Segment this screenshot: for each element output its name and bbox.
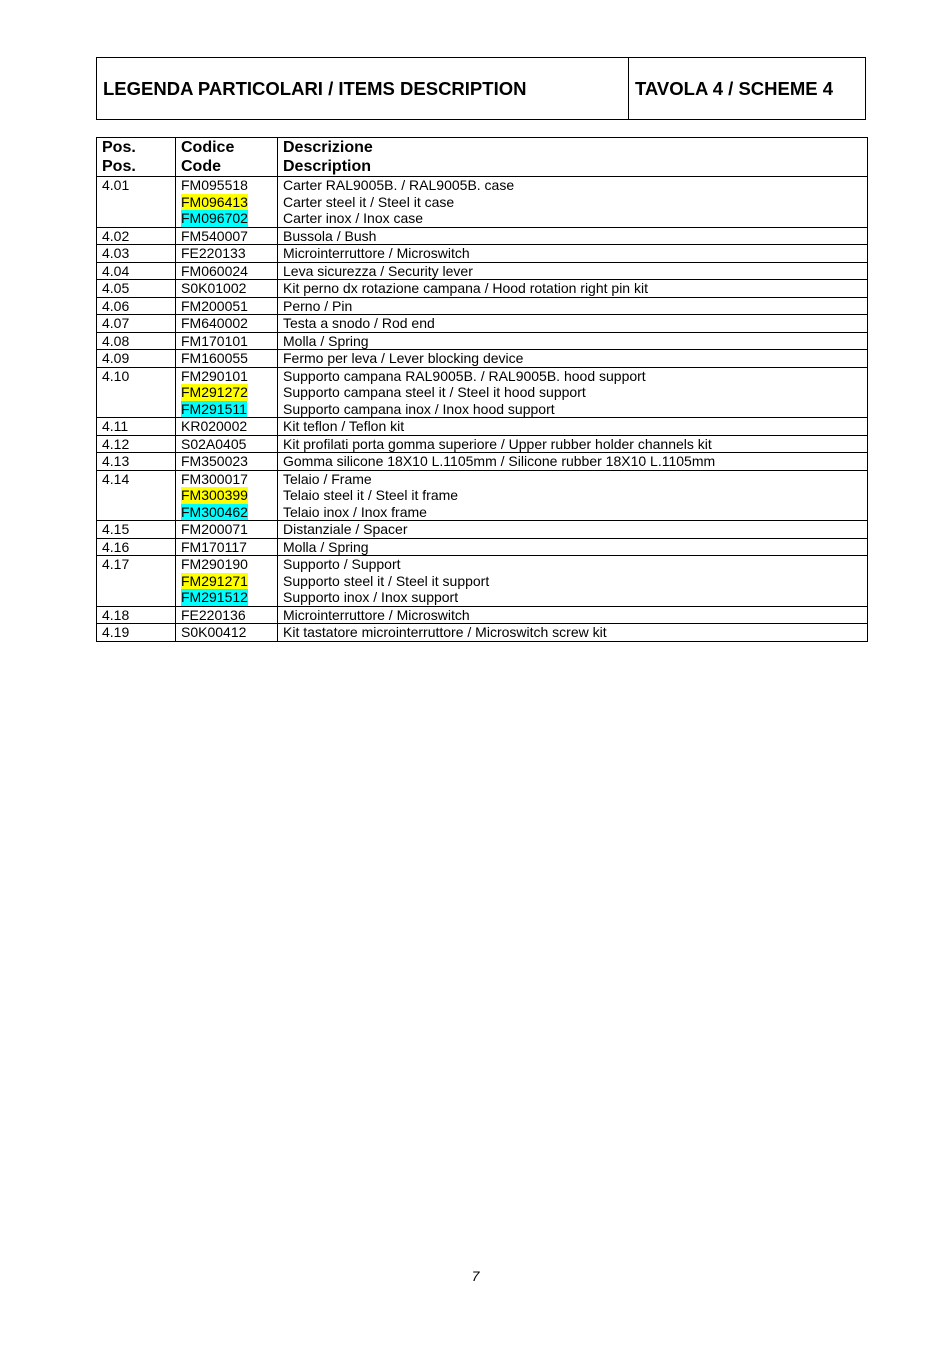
part-code: FM170117 <box>181 538 247 555</box>
code-cell <box>176 245 278 263</box>
part-code: FM300017 <box>181 470 248 487</box>
part-code-line <box>181 487 272 504</box>
code-cell <box>176 262 278 280</box>
part-description: Kit teflon / Teflon kit <box>283 418 405 434</box>
pos-cell: 4.07 <box>97 315 176 333</box>
pos-cell: 4.15 <box>97 521 176 539</box>
table-row <box>97 245 868 263</box>
table-row <box>97 453 868 471</box>
table-row <box>97 297 868 315</box>
code-cell <box>176 350 278 368</box>
part-code: FM640002 <box>181 315 248 331</box>
scheme-label: TAVOLA 4 / SCHEME 4 <box>635 77 834 99</box>
part-description: Perno / Pin <box>283 297 353 314</box>
code-cell <box>176 177 278 228</box>
description-cell <box>278 262 868 280</box>
table-row <box>97 521 868 539</box>
description-cell <box>278 606 868 624</box>
part-code-line <box>181 556 272 573</box>
table-row <box>97 280 868 298</box>
code-cell <box>176 297 278 315</box>
header-pos-it: Pos. <box>102 139 136 156</box>
part-code-line <box>181 521 272 538</box>
header-code-en: Code <box>181 158 221 175</box>
part-description: Telaio / Frame <box>283 470 372 487</box>
part-code-line <box>181 624 272 641</box>
part-code: FM291272 <box>181 384 248 400</box>
part-description: Supporto campana inox / Inox hood support <box>283 400 555 417</box>
part-code: FM096702 <box>181 210 248 226</box>
description-cell <box>278 315 868 333</box>
table-row <box>97 332 868 350</box>
pos-cell: 4.03 <box>97 245 176 263</box>
description-cell <box>278 227 868 245</box>
part-code-line <box>181 573 272 590</box>
code-cell <box>176 332 278 350</box>
part-code-line <box>181 194 272 211</box>
description-cell <box>278 367 868 418</box>
table-row <box>97 435 868 453</box>
part-code: FM291512 <box>181 589 248 605</box>
code-cell <box>176 470 278 521</box>
pos-cell: 4.17 <box>97 556 176 607</box>
description-cell <box>278 521 868 539</box>
part-description: Kit perno dx rotazione campana / Hood rotation right pin kit <box>283 280 648 296</box>
part-description: Molla / Spring <box>283 332 369 349</box>
part-code: FM200071 <box>181 521 248 537</box>
part-description: Kit profilati porta gomma superiore / Upper rubber holder channels kit <box>283 435 712 452</box>
part-code-line <box>181 280 272 297</box>
pos-cell: 4.01 <box>97 177 176 228</box>
header-desc-it: Descrizione <box>283 139 373 156</box>
part-code: FM200051 <box>181 297 248 314</box>
part-description: Distanziale / Spacer <box>283 521 408 537</box>
items-table-body <box>97 177 868 642</box>
part-code-line <box>181 315 272 332</box>
pos-cell: 4.12 <box>97 435 176 453</box>
code-cell <box>176 624 278 642</box>
code-cell <box>176 606 278 624</box>
pos-cell: 4.19 <box>97 624 176 642</box>
pos-cell: 4.02 <box>97 227 176 245</box>
part-description: Molla / Spring <box>283 538 369 555</box>
code-cell <box>176 418 278 436</box>
description-cell <box>278 556 868 607</box>
part-code-line <box>181 453 272 470</box>
part-code-line <box>181 607 272 624</box>
table-row <box>97 315 868 333</box>
part-description: Telaio steel it / Steel it frame <box>283 487 459 503</box>
part-code-line <box>181 368 272 385</box>
part-code-line <box>181 177 272 194</box>
description-cell <box>278 177 868 228</box>
part-code: S0K01002 <box>181 280 247 296</box>
table-row <box>97 227 868 245</box>
description-cell <box>278 624 868 642</box>
part-code-line <box>181 418 272 435</box>
code-cell <box>176 453 278 471</box>
pos-cell: 4.05 <box>97 280 176 298</box>
description-cell <box>278 418 868 436</box>
part-code: FM095518 <box>181 177 248 193</box>
table-header-row <box>97 138 868 177</box>
table-row <box>97 262 868 280</box>
part-description: Carter steel it / Steel it case <box>283 193 455 210</box>
description-cell <box>278 297 868 315</box>
description-cell <box>278 350 868 368</box>
table-row <box>97 350 868 368</box>
header-pos-en: Pos. <box>102 158 136 175</box>
description-cell <box>278 280 868 298</box>
part-code-line <box>181 471 272 488</box>
table-row <box>97 177 868 228</box>
header-pos <box>97 138 176 177</box>
part-code-line <box>181 263 272 280</box>
table-row <box>97 556 868 607</box>
part-description: Testa a snodo / Rod end <box>283 315 435 331</box>
part-code-line <box>181 228 272 245</box>
pos-cell: 4.16 <box>97 538 176 556</box>
table-row <box>97 538 868 556</box>
table-row <box>97 606 868 624</box>
description-cell <box>278 332 868 350</box>
part-code: FM350023 <box>181 453 248 469</box>
description-cell <box>278 245 868 263</box>
part-code: FM291511 <box>181 400 247 417</box>
header-desc-en: Description <box>283 158 372 175</box>
code-cell <box>176 538 278 556</box>
pos-cell: 4.06 <box>97 297 176 315</box>
part-code-line <box>181 245 272 262</box>
part-description: Telaio inox / Inox frame <box>283 503 427 520</box>
part-code: S02A0405 <box>181 435 247 452</box>
table-row <box>97 624 868 642</box>
document-title: LEGENDA PARTICOLARI / ITEMS DESCRIPTION <box>97 58 629 119</box>
page-number: 7 <box>471 1268 480 1284</box>
part-code: FM096413 <box>181 193 248 210</box>
part-code: FM290101 <box>181 367 248 384</box>
code-cell <box>176 435 278 453</box>
pos-cell: 4.18 <box>97 606 176 624</box>
pos-cell: 4.09 <box>97 350 176 368</box>
part-description: Bussola / Bush <box>283 227 377 244</box>
description-cell <box>278 435 868 453</box>
part-code-line <box>181 350 272 367</box>
code-cell <box>176 227 278 245</box>
code-cell <box>176 280 278 298</box>
part-description: Supporto / Support <box>283 556 401 572</box>
description-cell <box>278 538 868 556</box>
part-description: Leva sicurezza / Security lever <box>283 262 473 279</box>
code-cell <box>176 315 278 333</box>
code-cell <box>176 521 278 539</box>
part-code: FM300462 <box>181 503 248 520</box>
header-box <box>96 57 866 120</box>
part-description: Fermo per leva / Lever blocking device <box>283 350 524 366</box>
part-code: FM540007 <box>181 227 248 244</box>
pos-cell: 4.10 <box>97 367 176 418</box>
part-description: Kit tastatore microinterruttore / Microswitch screw kit <box>283 624 607 640</box>
pos-cell: 4.13 <box>97 453 176 471</box>
description-cell <box>278 470 868 521</box>
part-code: FM300399 <box>181 487 248 503</box>
part-code-line <box>181 401 272 418</box>
part-code-line <box>181 298 272 315</box>
code-cell <box>176 556 278 607</box>
part-description: Supporto steel it / Steel it support <box>283 572 490 589</box>
code-cell <box>176 367 278 418</box>
part-description: Microinterruttore / Microswitch <box>283 606 470 623</box>
table-row <box>97 470 868 521</box>
part-code: FM060024 <box>181 262 248 279</box>
pos-cell: 4.11 <box>97 418 176 436</box>
part-code: FE220133 <box>181 245 246 261</box>
part-code: FE220136 <box>181 606 246 623</box>
part-code: KR020002 <box>181 418 248 434</box>
part-code: FM160055 <box>181 350 248 366</box>
pos-cell: 4.08 <box>97 332 176 350</box>
pos-cell: 4.04 <box>97 262 176 280</box>
part-code-line <box>181 504 272 521</box>
part-code-line <box>181 384 272 401</box>
part-description: Gomma silicone 18X10 L.1105mm / Silicone rubber 18X10 L.1105mm <box>283 453 716 469</box>
table-row <box>97 367 868 418</box>
header-description <box>278 138 868 177</box>
header-code <box>176 138 278 177</box>
header-code-it: Codice <box>181 139 235 156</box>
part-code-line <box>181 436 272 453</box>
items-table <box>96 137 868 642</box>
part-code-line <box>181 589 272 606</box>
part-description: Carter RAL9005B. / RAL9005B. case <box>283 177 515 193</box>
part-description: Supporto campana steel it / Steel it hood support <box>283 384 586 400</box>
part-description: Microinterruttore / Microswitch <box>283 245 470 261</box>
part-code-line <box>181 210 272 227</box>
part-code: FM291271 <box>181 572 248 589</box>
part-description: Carter inox / Inox case <box>283 210 424 226</box>
table-row <box>97 418 868 436</box>
part-code: FM170101 <box>181 332 248 349</box>
part-code: FM290190 <box>181 556 248 572</box>
part-code-line <box>181 333 272 350</box>
description-cell <box>278 453 868 471</box>
part-code: S0K00412 <box>181 624 247 640</box>
part-description: Supporto inox / Inox support <box>283 589 459 605</box>
part-code-line <box>181 539 272 556</box>
part-description: Supporto campana RAL9005B. / RAL9005B. hood support <box>283 367 646 384</box>
pos-cell: 4.14 <box>97 470 176 521</box>
